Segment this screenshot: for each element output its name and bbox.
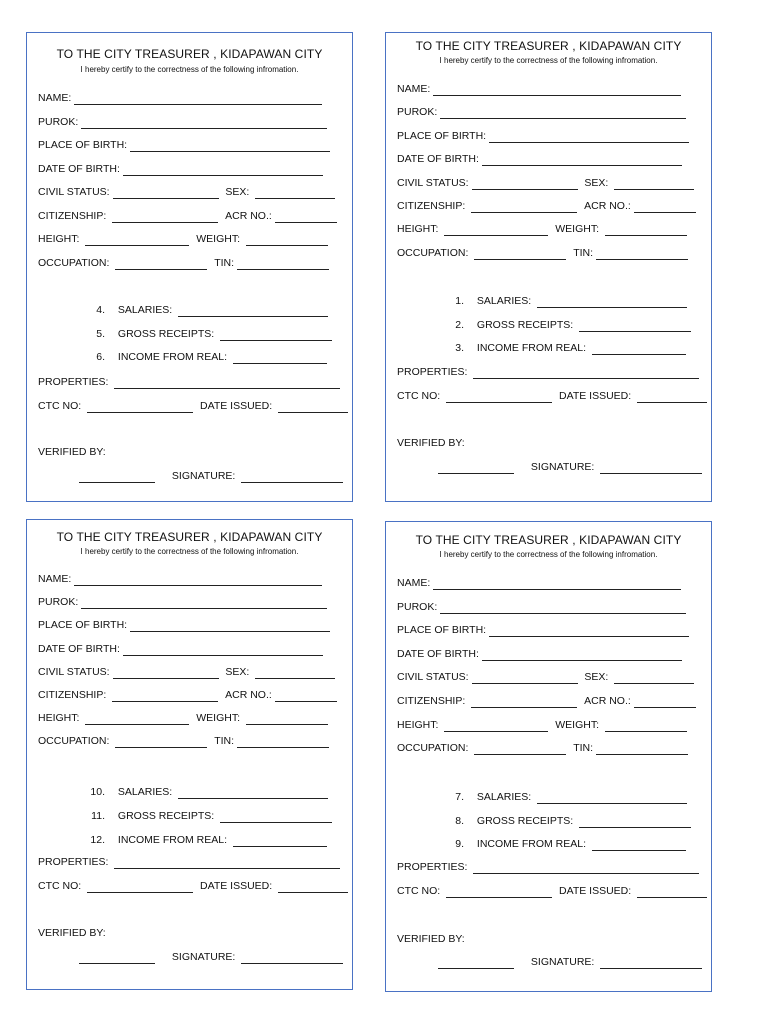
treasurer-form-card-bottom-right xyxy=(385,521,712,992)
properties-label: PROPERTIES: xyxy=(397,861,468,873)
civil-status-row xyxy=(397,670,694,684)
verifier-field[interactable] xyxy=(79,953,155,964)
occupation-row xyxy=(397,246,688,260)
sex-field[interactable] xyxy=(255,668,335,679)
sex-field[interactable] xyxy=(614,179,694,190)
tin-field[interactable] xyxy=(596,744,688,755)
item-number: 2. xyxy=(455,318,464,331)
date-issued-label: DATE ISSUED: xyxy=(200,879,273,892)
form-title: TO THE CITY TREASURER , KIDAPAWAN CITY xyxy=(415,533,682,547)
date-issued-label: DATE ISSUED: xyxy=(559,389,632,402)
date-issued-field[interactable] xyxy=(278,882,348,893)
properties-row xyxy=(38,375,340,389)
properties-row xyxy=(38,855,340,869)
income-from-real-label: INCOME FROM REAL: xyxy=(476,342,587,355)
income-from-real-field[interactable] xyxy=(592,840,686,851)
gross-receipts-label: GROSS RECEIPTS: xyxy=(476,814,574,827)
date-of-birth-field[interactable] xyxy=(482,155,682,166)
name-row xyxy=(38,572,322,586)
form-subtitle: I hereby certify to the correctness of the following infromation. xyxy=(80,547,299,556)
salaries-label: SALARIES: xyxy=(117,304,173,316)
salaries-field[interactable] xyxy=(537,297,687,308)
occupation-row xyxy=(397,741,688,755)
occupation-label: OCCUPATION: xyxy=(38,735,110,748)
properties-label: PROPERTIES: xyxy=(38,856,109,868)
properties-row xyxy=(397,365,699,379)
occupation-label: OCCUPATION: xyxy=(38,256,110,269)
form-title: TO THE CITY TREASURER , KIDAPAWAN CITY xyxy=(56,47,323,61)
signature-label: SIGNATURE: xyxy=(530,461,595,473)
height-field[interactable] xyxy=(85,235,189,246)
treasurer-form-card-top-right xyxy=(385,32,712,502)
item-number: 10. xyxy=(90,786,105,798)
height-label: HEIGHT: xyxy=(38,712,80,725)
weight-field[interactable] xyxy=(246,714,328,725)
ctc-no-label: CTC NO: xyxy=(397,884,441,897)
name-field[interactable] xyxy=(74,94,322,105)
item-number: 11. xyxy=(91,809,105,822)
purok-label: PUROK: xyxy=(397,106,438,119)
purok-row xyxy=(38,115,327,129)
purok-row xyxy=(397,600,686,614)
civil-status-row xyxy=(38,185,335,199)
ctc-row xyxy=(397,389,707,403)
weight-field[interactable] xyxy=(246,235,328,246)
occupation-field[interactable] xyxy=(115,737,207,748)
civil-status-field[interactable] xyxy=(472,179,578,190)
signature-field[interactable] xyxy=(600,958,702,969)
height-label: HEIGHT: xyxy=(397,223,439,236)
purok-field[interactable] xyxy=(440,108,686,119)
height-row xyxy=(397,222,687,236)
civil-status-field[interactable] xyxy=(113,668,219,679)
ctc-no-field[interactable] xyxy=(446,887,552,898)
ctc-no-field[interactable] xyxy=(87,882,193,893)
gross-receipts-row xyxy=(446,318,691,332)
occupation-field[interactable] xyxy=(474,744,566,755)
sex-label: SEX: xyxy=(225,665,250,678)
tin-label: TIN: xyxy=(214,735,235,748)
signature-label: SIGNATURE: xyxy=(171,470,236,482)
ctc-no-field[interactable] xyxy=(446,392,552,403)
weight-field[interactable] xyxy=(605,721,687,732)
form-subtitle: I hereby certify to the correctness of the following infromation. xyxy=(80,65,299,74)
income-from-real-label: INCOME FROM REAL: xyxy=(476,838,587,850)
verified-by-label: VERIFIED BY: xyxy=(38,927,106,939)
item-number: 12. xyxy=(90,833,105,846)
height-row xyxy=(38,232,328,246)
height-row xyxy=(397,718,687,732)
place-of-birth-row xyxy=(397,129,689,143)
signature-field[interactable] xyxy=(241,953,343,964)
gross-receipts-label: GROSS RECEIPTS: xyxy=(117,327,215,340)
income-from-real-row xyxy=(87,350,327,364)
sex-field[interactable] xyxy=(614,673,694,684)
gross-receipts-label: GROSS RECEIPTS: xyxy=(117,809,215,822)
gross-receipts-field[interactable] xyxy=(220,330,332,341)
acr-no-field[interactable] xyxy=(275,212,337,223)
place-of-birth-label: PLACE OF BIRTH: xyxy=(38,619,128,632)
date-of-birth-field[interactable] xyxy=(482,650,682,661)
place-of-birth-row xyxy=(38,618,330,632)
sex-label: SEX: xyxy=(225,186,250,198)
acr-no-field[interactable] xyxy=(634,202,696,213)
treasurer-form-card-bottom-left xyxy=(26,519,353,990)
citizenship-label: CITIZENSHIP: xyxy=(38,689,107,701)
civil-status-row xyxy=(38,665,335,679)
acr-no-field[interactable] xyxy=(275,691,337,702)
verified-by-row xyxy=(38,926,106,940)
income-from-real-field[interactable] xyxy=(233,353,327,364)
salaries-label: SALARIES: xyxy=(117,786,173,798)
name-label: NAME: xyxy=(397,83,431,95)
citizenship-field[interactable] xyxy=(112,691,218,702)
height-row xyxy=(38,711,328,725)
item-number: 6. xyxy=(96,351,105,364)
gross-receipts-row xyxy=(446,814,691,828)
citizenship-field[interactable] xyxy=(112,212,218,223)
properties-field[interactable] xyxy=(473,368,699,379)
signature-label: SIGNATURE: xyxy=(171,951,236,963)
citizenship-label: CITIZENSHIP: xyxy=(397,695,466,707)
verified-by-label: VERIFIED BY: xyxy=(397,437,465,449)
occupation-label: OCCUPATION: xyxy=(397,246,469,259)
acr-no-label: ACR NO.: xyxy=(584,200,631,212)
weight-label: WEIGHT: xyxy=(196,233,241,245)
height-field[interactable] xyxy=(444,721,548,732)
weight-field[interactable] xyxy=(605,225,687,236)
item-number: 5. xyxy=(96,327,105,340)
verifier-field[interactable] xyxy=(438,463,514,474)
sex-label: SEX: xyxy=(584,176,609,189)
tin-label: TIN: xyxy=(214,256,235,269)
income-from-real-field[interactable] xyxy=(233,836,327,847)
salaries-label: SALARIES: xyxy=(476,295,532,307)
gross-receipts-row xyxy=(87,809,332,823)
sex-field[interactable] xyxy=(255,188,335,199)
place-of-birth-label: PLACE OF BIRTH: xyxy=(397,129,487,142)
treasurer-form-card-top-left xyxy=(26,32,353,502)
acr-no-label: ACR NO.: xyxy=(225,689,272,701)
verified-by-row xyxy=(397,436,465,450)
purok-field[interactable] xyxy=(440,603,686,614)
salaries-label: SALARIES: xyxy=(476,791,532,803)
name-label: NAME: xyxy=(38,92,72,104)
name-row xyxy=(38,91,322,105)
height-label: HEIGHT: xyxy=(38,233,80,245)
signature-row xyxy=(79,469,343,483)
properties-field[interactable] xyxy=(473,863,699,874)
citizenship-field[interactable] xyxy=(471,202,577,213)
date-of-birth-label: DATE OF BIRTH: xyxy=(38,642,120,655)
date-issued-field[interactable] xyxy=(637,887,707,898)
date-of-birth-row xyxy=(38,642,323,656)
sex-label: SEX: xyxy=(584,671,609,684)
salaries-field[interactable] xyxy=(178,788,328,799)
income-from-real-row xyxy=(87,833,327,847)
item-number: 3. xyxy=(455,342,464,355)
date-of-birth-row xyxy=(397,152,682,166)
acr-no-label: ACR NO.: xyxy=(584,695,631,707)
occupation-field[interactable] xyxy=(115,259,207,270)
item-number: 7. xyxy=(455,791,464,803)
signature-field[interactable] xyxy=(600,463,702,474)
civil-status-label: CIVIL STATUS: xyxy=(397,176,469,189)
item-number: 1. xyxy=(455,295,464,307)
citizenship-row xyxy=(38,209,337,223)
citizenship-field[interactable] xyxy=(471,697,577,708)
civil-status-field[interactable] xyxy=(472,673,578,684)
item-number: 4. xyxy=(96,304,105,316)
tin-field[interactable] xyxy=(237,737,329,748)
item-number: 8. xyxy=(455,814,464,827)
gross-receipts-row xyxy=(87,327,332,341)
properties-label: PROPERTIES: xyxy=(397,366,468,378)
name-row xyxy=(397,576,681,590)
date-issued-label: DATE ISSUED: xyxy=(200,399,273,412)
properties-field[interactable] xyxy=(114,858,340,869)
purok-field[interactable] xyxy=(81,118,327,129)
income-from-real-row xyxy=(446,837,686,851)
place-of-birth-row xyxy=(397,623,689,637)
income-from-real-row xyxy=(446,341,686,355)
civil-status-field[interactable] xyxy=(113,188,219,199)
ctc-no-label: CTC NO: xyxy=(397,389,441,402)
name-label: NAME: xyxy=(397,577,431,589)
income-from-real-field[interactable] xyxy=(592,344,686,355)
place-of-birth-label: PLACE OF BIRTH: xyxy=(397,624,487,637)
properties-field[interactable] xyxy=(114,378,340,389)
tin-label: TIN: xyxy=(573,742,594,755)
ctc-no-field[interactable] xyxy=(87,402,193,413)
signature-row xyxy=(438,955,702,969)
item-number: 9. xyxy=(455,838,464,850)
occupation-row xyxy=(38,256,329,270)
place-of-birth-row xyxy=(38,138,330,152)
purok-label: PUROK: xyxy=(38,596,79,609)
purok-row xyxy=(397,105,686,119)
place-of-birth-field[interactable] xyxy=(489,626,689,637)
signature-row xyxy=(438,460,702,474)
occupation-label: OCCUPATION: xyxy=(397,742,469,755)
form-title: TO THE CITY TREASURER , KIDAPAWAN CITY xyxy=(415,39,682,53)
salaries-row xyxy=(87,785,328,799)
salaries-field[interactable] xyxy=(178,306,328,317)
verified-by-label: VERIFIED BY: xyxy=(38,446,106,458)
ctc-no-label: CTC NO: xyxy=(38,399,82,412)
properties-label: PROPERTIES: xyxy=(38,376,109,388)
verified-by-label: VERIFIED BY: xyxy=(397,933,465,945)
ctc-row xyxy=(38,879,348,893)
signature-label: SIGNATURE: xyxy=(530,956,595,968)
place-of-birth-label: PLACE OF BIRTH: xyxy=(38,139,128,151)
name-field[interactable] xyxy=(74,575,322,586)
form-subtitle: I hereby certify to the correctness of the following infromation. xyxy=(439,550,658,559)
form-subtitle: I hereby certify to the correctness of the following infromation. xyxy=(439,56,658,65)
citizenship-label: CITIZENSHIP: xyxy=(397,200,466,212)
form-title: TO THE CITY TREASURER , KIDAPAWAN CITY xyxy=(56,530,323,544)
date-of-birth-label: DATE OF BIRTH: xyxy=(38,162,120,175)
purok-label: PUROK: xyxy=(397,600,438,613)
purok-label: PUROK: xyxy=(38,115,79,128)
income-from-real-label: INCOME FROM REAL: xyxy=(117,833,228,846)
name-row xyxy=(397,82,681,96)
verifier-field[interactable] xyxy=(438,958,514,969)
ctc-no-label: CTC NO: xyxy=(38,879,82,892)
acr-no-field[interactable] xyxy=(634,697,696,708)
weight-label: WEIGHT: xyxy=(555,718,600,731)
salaries-row xyxy=(446,790,687,804)
place-of-birth-field[interactable] xyxy=(130,621,330,632)
purok-field[interactable] xyxy=(81,598,327,609)
height-field[interactable] xyxy=(444,225,548,236)
name-label: NAME: xyxy=(38,573,72,585)
citizenship-row xyxy=(397,199,696,213)
verifier-field[interactable] xyxy=(79,472,155,483)
date-issued-label: DATE ISSUED: xyxy=(559,884,632,897)
occupation-field[interactable] xyxy=(474,249,566,260)
ctc-row xyxy=(397,884,707,898)
date-issued-field[interactable] xyxy=(278,402,348,413)
citizenship-label: CITIZENSHIP: xyxy=(38,209,107,222)
ctc-row xyxy=(38,399,348,413)
citizenship-row xyxy=(38,688,337,702)
date-of-birth-field[interactable] xyxy=(123,645,323,656)
verified-by-row xyxy=(38,445,106,459)
salaries-row xyxy=(446,294,687,308)
date-issued-field[interactable] xyxy=(637,392,707,403)
salaries-field[interactable] xyxy=(537,793,687,804)
weight-label: WEIGHT: xyxy=(555,223,600,236)
civil-status-row xyxy=(397,176,694,190)
salaries-row xyxy=(87,303,328,317)
properties-row xyxy=(397,860,699,874)
acr-no-label: ACR NO.: xyxy=(225,209,272,222)
place-of-birth-field[interactable] xyxy=(130,141,330,152)
tin-field[interactable] xyxy=(596,249,688,260)
gross-receipts-field[interactable] xyxy=(220,812,332,823)
date-of-birth-field[interactable] xyxy=(123,165,323,176)
gross-receipts-field[interactable] xyxy=(579,817,691,828)
gross-receipts-label: GROSS RECEIPTS: xyxy=(476,318,574,331)
civil-status-label: CIVIL STATUS: xyxy=(397,671,469,684)
verified-by-row xyxy=(397,932,465,946)
place-of-birth-field[interactable] xyxy=(489,132,689,143)
height-label: HEIGHT: xyxy=(397,718,439,731)
date-of-birth-row xyxy=(38,162,323,176)
height-field[interactable] xyxy=(85,714,189,725)
civil-status-label: CIVIL STATUS: xyxy=(38,186,110,198)
name-field[interactable] xyxy=(433,579,681,590)
purok-row xyxy=(38,595,327,609)
signature-field[interactable] xyxy=(241,472,343,483)
weight-label: WEIGHT: xyxy=(196,712,241,725)
tin-label: TIN: xyxy=(573,246,594,259)
civil-status-label: CIVIL STATUS: xyxy=(38,665,110,678)
occupation-row xyxy=(38,734,329,748)
date-of-birth-row xyxy=(397,647,682,661)
date-of-birth-label: DATE OF BIRTH: xyxy=(397,153,479,166)
name-field[interactable] xyxy=(433,85,681,96)
income-from-real-label: INCOME FROM REAL: xyxy=(117,351,228,364)
gross-receipts-field[interactable] xyxy=(579,321,691,332)
tin-field[interactable] xyxy=(237,259,329,270)
citizenship-row xyxy=(397,694,696,708)
signature-row xyxy=(79,950,343,964)
date-of-birth-label: DATE OF BIRTH: xyxy=(397,647,479,660)
